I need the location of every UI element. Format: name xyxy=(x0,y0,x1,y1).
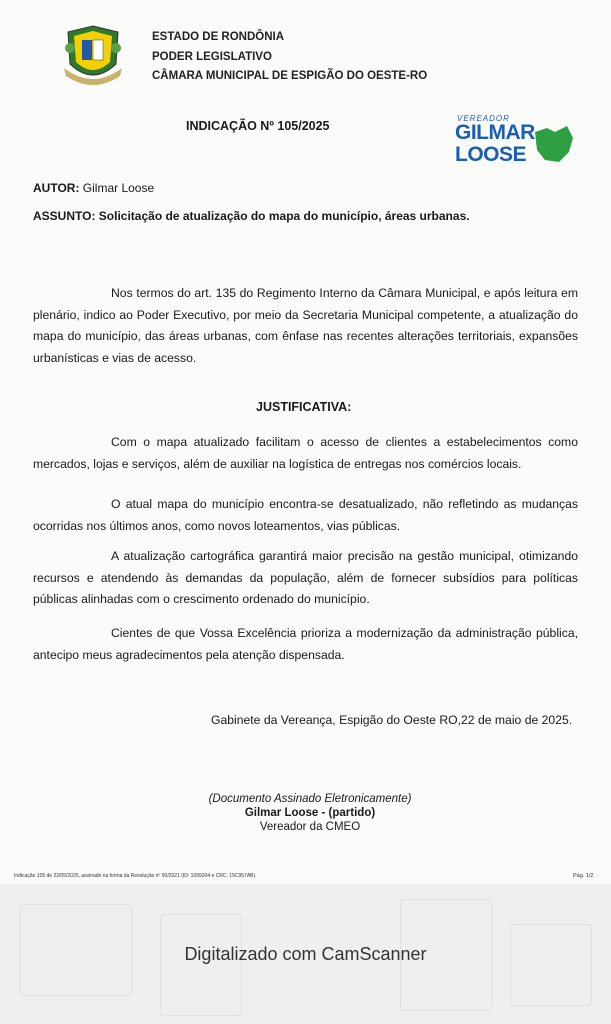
chamber-name: CÂMARA MUNICIPAL DE ESPIGÃO DO OESTE-RO xyxy=(152,70,428,82)
signature-block xyxy=(180,792,440,834)
justification-paragraph: O atual mapa do município encontra-se desatualizado, não refletindo as mudanças ocorridas nos últimos anos, como novos loteamentos, vias públicas. xyxy=(33,497,578,533)
signer-name: Gilmar Loose - (partido) xyxy=(244,807,376,819)
councilor-logo xyxy=(455,114,577,172)
footer-note: Indicação 105 de 22/05/2025, assinado na forma da Resolução nº 90/2021 (ID: 1099304 e CRC: 15C957AB). xyxy=(14,873,257,879)
place-and-date: Gabinete da Vereança, Espigão do Oeste RO,22 de maio de 2025. xyxy=(211,713,573,727)
justification-paragraph: Com o mapa atualizado facilitam o acesso de clientes a estabelecimentos como mercados, lojas e serviços, além de auxiliar na logística de entregas nos comércios locais. xyxy=(33,435,578,471)
intro-paragraph: Nos termos do art. 135 do Regimento Interno da Câmara Municipal, e após leitura em plenário, indico ao Poder Executivo, por meio da Secretaria Municipal competente, a atualização do mapa do município, das áreas urbanas, com ênfase nas recentes alterações territoriais, expansões urbanísticas e vias de acesso. xyxy=(33,286,578,365)
subject-value: Solicitação de atualização do mapa do município, áreas urbanas. xyxy=(98,209,470,223)
signer-role: Vereador da CMEO xyxy=(259,821,361,833)
justification-paragraph: Cientes de que Vossa Excelência prioriza a modernização da administração pública, antecipo meus agradecimentos pela atenção dispensada. xyxy=(33,626,578,662)
municipal-crest-icon xyxy=(60,24,126,88)
author-line xyxy=(33,181,154,195)
region-map-icon xyxy=(531,122,575,166)
subject-label: ASSUNTO: xyxy=(33,209,96,223)
decorative-doc-outline xyxy=(510,924,592,1006)
justification-paragraph: A atualização cartográfica garantirá maior precisão na gestão municipal, otimizando recursos e atendendo às demandas da população, além de fornecer subsídios para políticas públicas alinhadas com o crescimento ordenado do município. xyxy=(33,549,578,606)
state-name: ESTADO DE RONDÔNIA xyxy=(152,31,285,43)
document-title: INDICAÇÃO Nº 105/2025 xyxy=(186,119,330,133)
logo-last-name: LOOSE xyxy=(455,143,527,166)
subject-line xyxy=(33,209,470,223)
author-label: AUTOR: xyxy=(33,181,80,195)
camscanner-label: Digitalizado com CamScanner xyxy=(184,944,427,964)
page-number: Pág. 1/2 xyxy=(573,873,594,879)
branch-name: PODER LEGISLATIVO xyxy=(152,50,272,63)
decorative-doc-outline xyxy=(160,914,242,1016)
logo-first-name: GILMAR xyxy=(455,121,535,144)
logo-caption: VEREADOR xyxy=(457,114,510,123)
author-value: Gilmar Loose xyxy=(82,181,155,195)
signed-note: (Documento Assinado Eletronicamente) xyxy=(208,793,412,805)
letterhead xyxy=(152,28,427,87)
justification-heading: JUSTIFICATIVA: xyxy=(256,400,352,414)
